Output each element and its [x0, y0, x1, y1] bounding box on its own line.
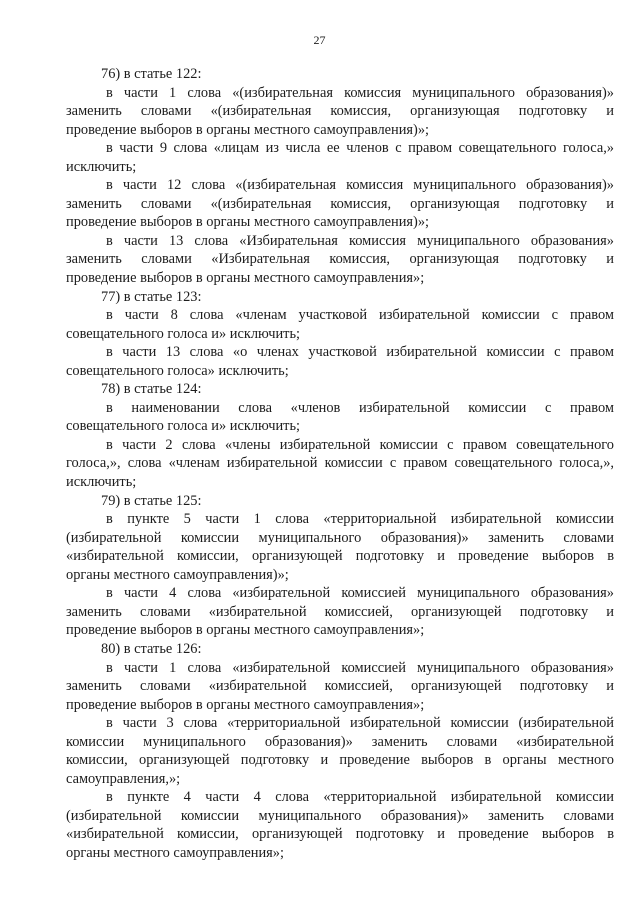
text-line: в наименовании слова «членов избирательной комиссии с правом: [106, 399, 614, 416]
text-line: в пункте 4 части 4 слова «территориальной избирательной комиссии: [106, 789, 614, 806]
text-line: 79) в статье 125:: [101, 492, 202, 509]
text-line: органы местного самоуправления)»;: [66, 566, 289, 583]
text-line: в части 13 слова «Избирательная комиссия муниципального образования»: [106, 232, 614, 249]
text-line: в части 8 слова «членам участковой избирательной комиссии с правом: [106, 307, 614, 324]
text-line: 77) в статье 123:: [101, 288, 202, 305]
text-line: (избирательной комиссии муниципального образования)» заменить словами: [66, 529, 614, 546]
text-line: заменить словами «(избирательная комиссия, организующая подготовку и: [66, 103, 614, 120]
text-line: комиссии, организующей подготовку и проведение выборов в органы местного: [66, 752, 614, 769]
text-line: в части 1 слова «избирательной комиссией муниципального образования»: [106, 659, 614, 676]
text-line: «избирательной комиссии, организующей подготовку и проведение выборов в: [66, 548, 614, 565]
text-line: проведение выборов в органы местного самоуправления)»;: [66, 121, 430, 138]
text-line: в части 13 слова «о членах участковой избирательной комиссии с правом: [106, 344, 614, 361]
text-line: проведение выборов в органы местного самоуправления)»;: [66, 214, 430, 231]
text-line: заменить словами «избирательной комиссией, организующей подготовку и: [66, 603, 614, 620]
text-line: совещательного голоса» исключить;: [66, 362, 289, 379]
text-line: 78) в статье 124:: [101, 381, 202, 398]
page-number: 27: [313, 33, 326, 47]
text-line: заменить словами «избирательной комиссией, организующей подготовку и: [66, 678, 614, 695]
text-line: в части 3 слова «территориальной избирательной комиссии (избирательной: [106, 715, 614, 732]
text-line: 80) в статье 126:: [101, 640, 202, 657]
text-line: проведение выборов в органы местного самоуправления»;: [66, 696, 425, 713]
text-line: совещательного голоса и» исключить;: [66, 418, 301, 435]
text-line: исключить;: [66, 474, 137, 491]
text-line: 76) в статье 122:: [101, 66, 202, 82]
text-line: голоса,», слова «членам избирательной комиссии с правом совещательного голоса,»,: [66, 455, 614, 472]
text-line: комиссии муниципального образования)» заменить словами «избирательной: [66, 733, 614, 750]
text-line: совещательного голоса и» исключить;: [66, 325, 301, 342]
text-line: заменить словами «(избирательная комиссия, организующая подготовку и: [66, 195, 614, 212]
text-line: органы местного самоуправления»;: [66, 844, 284, 861]
text-line: в части 12 слова «(избирательная комиссия муниципального образования)»: [106, 177, 614, 194]
text-line: «избирательной комиссии, организующей подготовку и проведение выборов в: [66, 826, 614, 843]
text-line: в пункте 5 части 1 слова «территориальной избирательной комиссии: [106, 511, 614, 528]
text-line: проведение выборов в органы местного самоуправления»;: [66, 622, 425, 639]
text-line: в части 1 слова «(избирательная комиссия муниципального образования)»: [106, 84, 614, 101]
text-line: в части 4 слова «избирательной комиссией муниципального образования»: [106, 585, 614, 602]
text-line: в части 9 слова «лицам из числа ее членов с правом совещательного голоса,»: [106, 140, 614, 157]
text-line: в части 2 слова «члены избирательной комиссии с правом совещательного: [106, 436, 614, 453]
text-line: самоуправления,»;: [66, 770, 181, 787]
text-line: исключить;: [66, 158, 137, 175]
text-line: (избирательной комиссии муниципального образования)» заменить словами: [66, 807, 614, 824]
text-line: проведение выборов в органы местного самоуправления»;: [66, 270, 425, 287]
text-line: заменить словами «Избирательная комиссия, организующая подготовку и: [66, 251, 614, 268]
document-body: [66, 65, 614, 863]
